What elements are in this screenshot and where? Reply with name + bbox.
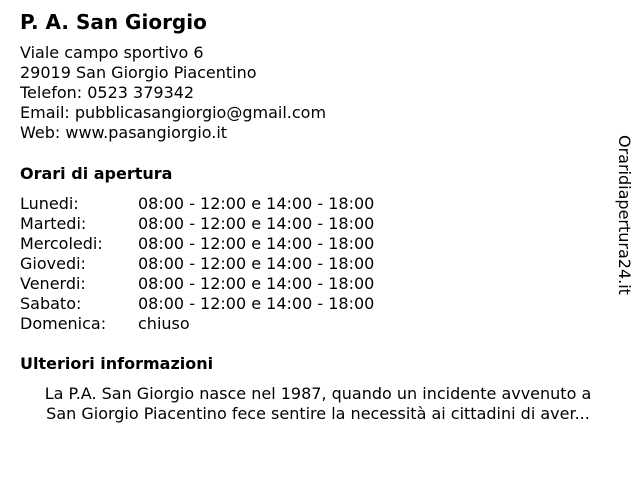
description-line: La P.A. San Giorgio nasce nel 1987, quando un incidente avvenuto a <box>44 384 592 403</box>
day-hours: 08:00 - 12:00 e 14:00 - 18:00 <box>138 234 375 253</box>
hours-row <box>20 194 374 214</box>
hours-row <box>20 234 374 254</box>
day-label: Sabato: <box>20 294 82 313</box>
address-block <box>20 43 326 143</box>
website: Web: www.pasangiorgio.it <box>20 123 228 142</box>
day-label: Giovedi: <box>20 254 86 273</box>
hours-row <box>20 294 374 314</box>
more-info-heading: Ulteriori informazioni <box>20 354 214 373</box>
hours-row <box>20 274 374 294</box>
day-label: Domenica: <box>20 314 107 333</box>
street-address: Viale campo sportivo 6 <box>20 43 204 62</box>
phone-number: Telefon: 0523 379342 <box>20 83 195 102</box>
day-hours: chiuso <box>138 314 190 333</box>
city-address: 29019 San Giorgio Piacentino <box>20 63 257 82</box>
email-address: Email: pubblicasangiorgio@gmail.com <box>20 103 327 122</box>
day-label: Mercoledi: <box>20 234 103 253</box>
hours-row <box>20 254 374 274</box>
day-label: Venerdi: <box>20 274 86 293</box>
description-line: San Giorgio Piacentino fece sentire la necessità ai cittadini di aver... <box>46 404 590 423</box>
site-watermark-label: Oraridiapertura24.it <box>615 135 634 295</box>
page-title: P. A. San Giorgio <box>20 10 207 34</box>
hours-row <box>20 314 374 334</box>
day-label: Lunedi: <box>20 194 79 213</box>
day-hours: 08:00 - 12:00 e 14:00 - 18:00 <box>138 294 375 313</box>
description <box>20 384 616 424</box>
opening-hours-heading: Orari di apertura <box>20 164 173 183</box>
day-hours: 08:00 - 12:00 e 14:00 - 18:00 <box>138 254 375 273</box>
hours-row <box>20 214 374 234</box>
day-hours: 08:00 - 12:00 e 14:00 - 18:00 <box>138 274 375 293</box>
day-hours: 08:00 - 12:00 e 14:00 - 18:00 <box>138 194 375 213</box>
opening-hours-table <box>20 194 374 334</box>
day-hours: 08:00 - 12:00 e 14:00 - 18:00 <box>138 214 375 233</box>
day-label: Martedi: <box>20 214 87 233</box>
